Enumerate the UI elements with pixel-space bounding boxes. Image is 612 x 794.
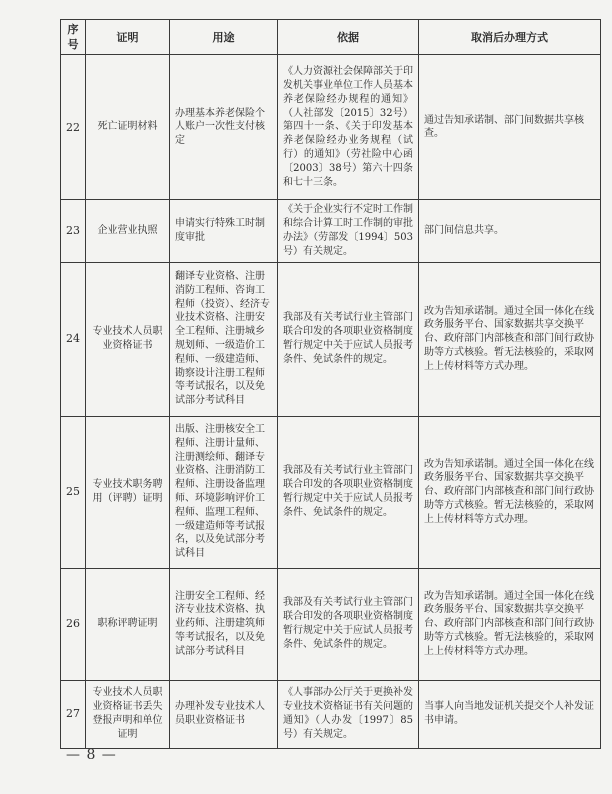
header-no: 序号 — [61, 20, 86, 55]
certificate-name: 职称评聘证明 — [86, 568, 170, 680]
row-number: 25 — [61, 416, 86, 568]
basis-cell: 我部及有关考试行业主管部门联合印发的各项职业资格制度暂行规定中关于应试人员报考条件、免试条件的规定。 — [278, 416, 419, 568]
table-row — [61, 416, 601, 568]
table-row — [61, 262, 601, 416]
row-number: 24 — [61, 262, 86, 416]
certificate-name: 专业技术职务聘用（评聘）证明 — [86, 416, 170, 568]
usage-cell: 办理补发专业技术人员职业资格证书 — [170, 680, 278, 748]
handling-cell: 改为告知承诺制。通过全国一体化在线政务服务平台、国家数据共享交换平台、政府部门内部核查和部门间行政协助等方式核验。暂无法核验的，采取网上上传材料等方式办理。 — [419, 568, 601, 680]
basis-cell: 我部及有关考试行业主管部门联合印发的各项职业资格制度暂行规定中关于应试人员报考条件、免试条件的规定。 — [278, 568, 419, 680]
handling-cell: 改为告知承诺制。通过全国一体化在线政务服务平台、国家数据共享交换平台、政府部门内部核查和部门间行政协助等方式核验。暂无法核验的，采取网上上传材料等方式办理。 — [419, 416, 601, 568]
certificate-name: 专业技术人员职业资格证书丢失登报声明和单位证明 — [86, 680, 170, 748]
table-row — [61, 568, 601, 680]
header-use: 用途 — [170, 20, 278, 55]
usage-cell: 出版、注册核安全工程师、注册计量师、注册测绘师、翻译专业资格、注册消防工程师、注册设备监理师、环境影响评价工程师、监理工程师、一级建造师等考试报名，以及免试部分考试科目 — [170, 416, 278, 568]
certificate-table — [60, 19, 601, 749]
row-number: 22 — [61, 55, 86, 200]
header-basis: 依据 — [278, 20, 419, 55]
certificate-name: 专业技术人员职业资格证书 — [86, 262, 170, 416]
basis-cell: 《人事部办公厅关于更换补发专业技术资格证书有关问题的通知》（人办发〔1997〕85号）有关规定。 — [278, 680, 419, 748]
table-row — [61, 55, 601, 200]
table-row — [61, 680, 601, 748]
row-number: 23 — [61, 200, 86, 262]
handling-cell: 通过告知承诺制、部门间数据共享核查。 — [419, 55, 601, 200]
certificate-name: 企业营业执照 — [86, 200, 170, 262]
header-after: 取消后办理方式 — [419, 20, 601, 55]
header-cert: 证明 — [86, 20, 170, 55]
table-row — [61, 200, 601, 262]
handling-cell: 改为告知承诺制。通过全国一体化在线政务服务平台、国家数据共享交换平台、政府部门内部核查和部门间行政协助等方式核验。暂无法核验的，采取网上上传材料等方式办理。 — [419, 262, 601, 416]
usage-cell: 办理基本养老保险个人账户一次性支付核定 — [170, 55, 278, 200]
page-number: — 8 — — [66, 747, 117, 763]
usage-cell: 翻译专业资格、注册消防工程师、咨询工程师（投资）、经济专业技术资格、注册安全工程师、注册城乡规划师、一级造价工程师、一级建造师、勘察设计注册工程师等考试报名，以及免试部分考试科目 — [170, 262, 278, 416]
table-header-row — [61, 20, 601, 55]
basis-cell: 《关于企业实行不定时工作制和综合计算工时工作制的审批办法》（劳部发〔1994〕503号）有关规定。 — [278, 200, 419, 262]
row-number: 26 — [61, 568, 86, 680]
usage-cell: 注册安全工程师、经济专业技术资格、执业药师、注册建筑师等考试报名，以及免试部分考试科目 — [170, 568, 278, 680]
handling-cell: 当事人向当地发证机关提交个人补发证书申请。 — [419, 680, 601, 748]
handling-cell: 部门间信息共享。 — [419, 200, 601, 262]
usage-cell: 申请实行特殊工时制度审批 — [170, 200, 278, 262]
basis-cell: 《人力资源社会保障部关于印发机关事业单位工作人员基本养老保险经办规程的通知》（人社部发〔2015〕32号）第四十一条、《关于印发基本养老保险经办业务规程（试行）的通知》（劳社险中心函〔2003〕38号）第六十四条和七十三条。 — [278, 55, 419, 200]
row-number: 27 — [61, 680, 86, 748]
basis-cell: 我部及有关考试行业主管部门联合印发的各项职业资格制度暂行规定中关于应试人员报考条件、免试条件的规定。 — [278, 262, 419, 416]
certificate-name: 死亡证明材料 — [86, 55, 170, 200]
